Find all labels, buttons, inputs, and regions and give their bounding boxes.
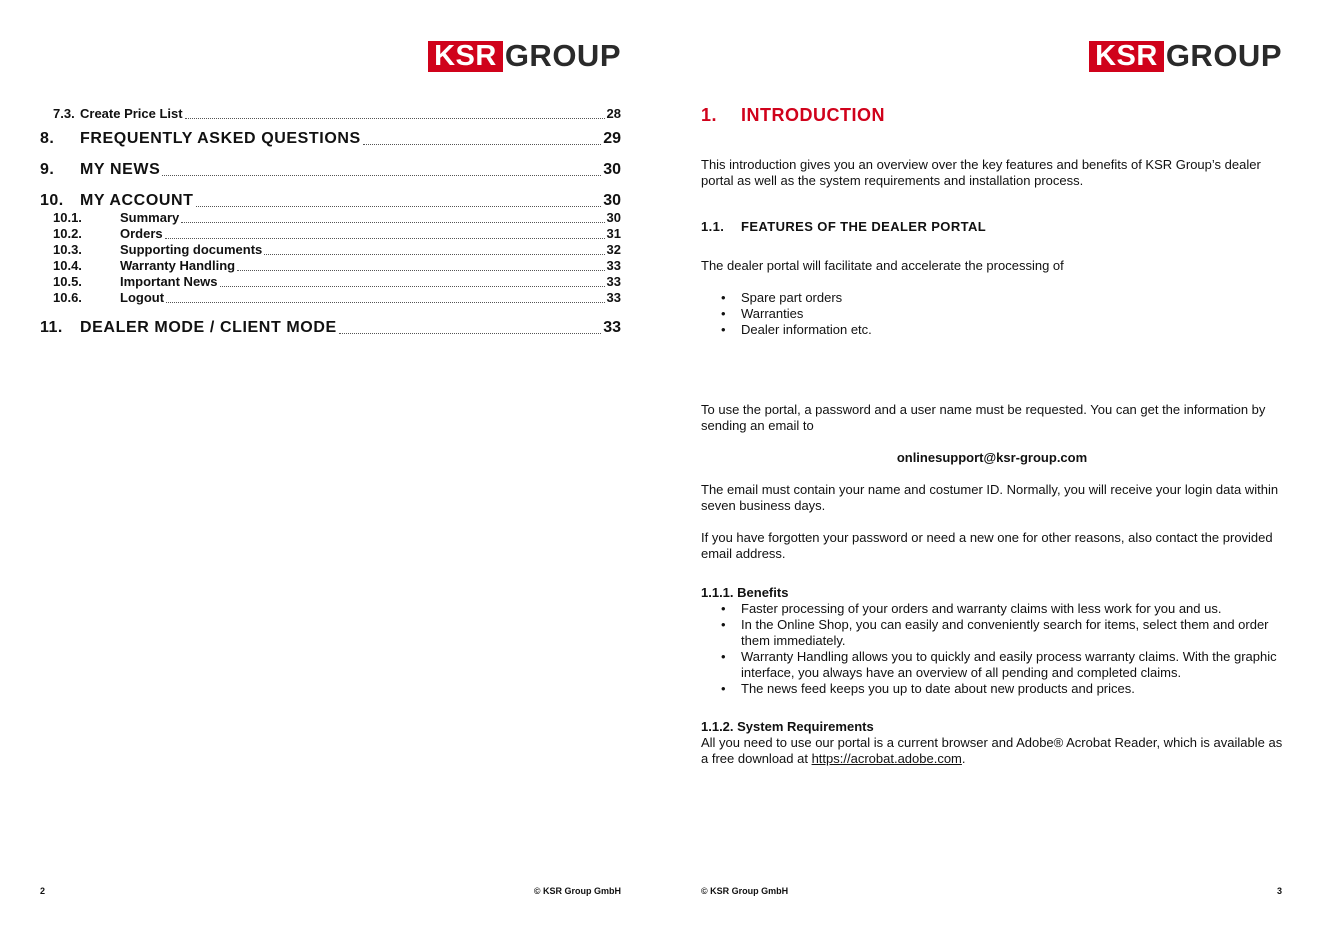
table-of-contents [40, 106, 621, 337]
toc-entry-title: MY ACCOUNT [80, 192, 194, 209]
toc-entry[interactable] [40, 210, 621, 226]
intro-paragraph: This introduction gives you an overview over the key features and benefits of KSR Group’s dealer portal as well as the system requirements and installation process. [701, 157, 1261, 188]
toc-entry-number: 10.3. [53, 242, 82, 257]
toc-entry-title: Warranty Handling [120, 258, 236, 273]
heading-number: 1. [701, 105, 718, 125]
toc-entry-title: FREQUENTLY ASKED QUESTIONS [80, 130, 361, 147]
toc-leader-dots [166, 301, 604, 303]
toc-leader-dots [237, 269, 604, 271]
logo-word: GROUP [504, 38, 621, 73]
toc-entry-page: 33 [603, 319, 621, 336]
forgot-password-paragraph: If you have forgotten your password or need a new one for other reasons, also contact the provided email address. [701, 530, 1273, 561]
support-email: onlinesupport@ksr-group.com [896, 450, 1088, 465]
toc-entry[interactable] [40, 242, 621, 258]
list-item: • Warranty Handling allows you to quickly and easily process warranty claims. With the graphic interface, you always have an overview of all pending and completed claims. [701, 649, 1283, 681]
toc-entry[interactable] [40, 179, 621, 210]
toc-entry-title: DEALER MODE / CLIENT MODE [80, 319, 337, 336]
toc-entry-page: 31 [606, 226, 621, 241]
sysreq-period: . [961, 751, 966, 766]
logo-word: GROUP [1165, 38, 1282, 73]
left-page [0, 0, 661, 936]
section-heading [701, 107, 885, 123]
toc-entry-page: 29 [603, 130, 621, 147]
toc-leader-dots [196, 205, 602, 207]
list-item: • Spare part orders [701, 290, 1283, 306]
toc-entry-number: 8. [40, 130, 55, 147]
toc-entry[interactable] [40, 122, 621, 148]
toc-entry-title: Supporting documents [120, 242, 263, 257]
list-item: • Faster processing of your orders and warranty claims with less work for you and us. [701, 601, 1283, 617]
features-number: 1.1. [701, 219, 725, 234]
toc-leader-dots [264, 253, 604, 255]
copyright: © KSR Group GmbH [533, 886, 621, 896]
list-item: • Warranties [701, 306, 1283, 322]
email-contents-paragraph: The email must contain your name and costumer ID. Normally, you will receive your login data within seven business days. [701, 482, 1279, 513]
toc-entry-page: 33 [606, 274, 621, 289]
ksr-group-logo [428, 40, 621, 72]
toc-entry-page: 30 [606, 210, 621, 225]
toc-entry-title: Summary [120, 210, 180, 225]
features-title: FEATURES OF THE DEALER PORTAL [741, 219, 987, 234]
toc-leader-dots [220, 285, 605, 287]
toc-entry-number: 10.4. [53, 258, 82, 273]
toc-leader-dots [181, 221, 604, 223]
toc-entry-title: Important News [120, 274, 218, 289]
toc-entry-page: 33 [606, 258, 621, 273]
toc-entry-number: 10.5. [53, 274, 82, 289]
heading-title: INTRODUCTION [741, 105, 885, 125]
list-item: • The news feed keeps you up to date about new products and prices. [701, 681, 1283, 697]
toc-leader-dots [185, 117, 605, 119]
features-intro: The dealer portal will facilitate and accelerate the processing of [701, 258, 1064, 273]
ksr-group-logo [1089, 40, 1282, 72]
toc-leader-dots [165, 237, 605, 239]
right-page [661, 0, 1322, 936]
list-item: • Dealer information etc. [701, 322, 1283, 338]
page-number: 3 [1276, 886, 1282, 896]
toc-entry[interactable] [40, 106, 621, 122]
password-paragraph: To use the portal, a password and a user name must be requested. You can get the information by sending an email to [701, 402, 1266, 433]
toc-entry[interactable] [40, 148, 621, 179]
toc-entry-page: 32 [606, 242, 621, 257]
system-requirements-paragraph [701, 735, 1283, 767]
logo-mark: KSR [1089, 41, 1164, 72]
toc-leader-dots [162, 174, 601, 176]
toc-entry-number: 10.6. [53, 290, 82, 305]
toc-entry-title: MY NEWS [80, 161, 161, 178]
toc-leader-dots [339, 332, 601, 334]
adobe-link[interactable]: https://acrobat.adobe.com [811, 751, 962, 766]
benefits-heading: 1.1.1. Benefits [701, 585, 789, 600]
toc-entry-title: Orders [120, 226, 163, 241]
logo-mark: KSR [428, 41, 503, 72]
features-heading [701, 219, 986, 235]
toc-entry-number: 7.3. [53, 106, 75, 121]
toc-leader-dots [363, 143, 601, 145]
list-item: • In the Online Shop, you can easily and conveniently search for items, select them and order them immediately. [701, 617, 1283, 649]
toc-entry[interactable] [40, 274, 621, 290]
benefits-list [701, 601, 1283, 697]
toc-entry[interactable] [40, 258, 621, 274]
toc-entry[interactable] [40, 226, 621, 242]
toc-entry-page: 30 [603, 161, 621, 178]
sysreq-text: All you need to use our portal is a current browser and Adobe® Acrobat Reader, which is available as a free download at [701, 735, 1283, 766]
toc-entry-page: 28 [606, 106, 621, 121]
page-number: 2 [40, 886, 46, 896]
system-requirements-heading: 1.1.2. System Requirements [701, 719, 874, 734]
toc-entry-number: 11. [40, 319, 63, 336]
toc-entry-title: Create Price List [80, 106, 183, 121]
toc-entry[interactable] [40, 290, 621, 306]
toc-entry-page: 33 [606, 290, 621, 305]
toc-entry-number: 10.1. [53, 210, 82, 225]
toc-entry-number: 10. [40, 192, 64, 209]
toc-entry-number: 9. [40, 161, 55, 178]
features-list [701, 290, 1283, 338]
toc-entry-number: 10.2. [53, 226, 82, 241]
toc-entry-title: Logout [120, 290, 165, 305]
toc-entry[interactable] [40, 306, 621, 337]
copyright: © KSR Group GmbH [701, 886, 789, 896]
toc-entry-page: 30 [603, 192, 621, 209]
